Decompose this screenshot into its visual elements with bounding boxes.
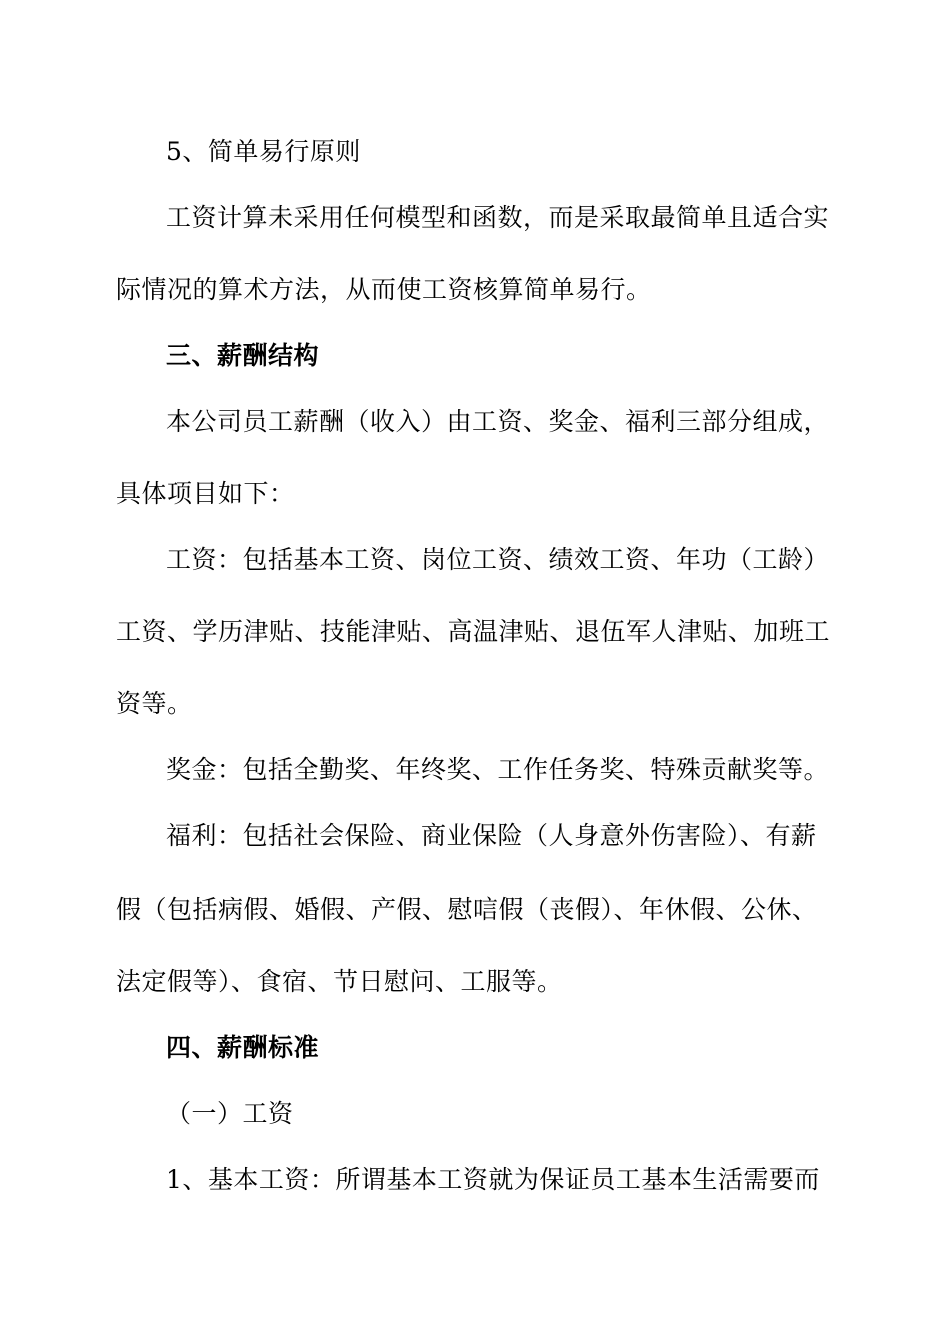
section-heading-salary-standard: 四、薪酬标准 (166, 1033, 320, 1062)
paragraph-line: 福利：包括社会保险、商业保险（人身意外伤害险）、有薪 (166, 821, 817, 850)
paragraph-line: 奖金：包括全勤奖、年终奖、工作任务奖、特殊贡献奖等。 (166, 755, 830, 784)
paragraph-line: 具体项目如下： (116, 479, 295, 508)
paragraph-line: 际情况的算术方法，从而使工资核算简单易行。 (116, 275, 652, 304)
paragraph-line: 本公司员工薪酬（收入）由工资、奖金、福利三部分组成， (166, 407, 830, 436)
paragraph-line: 资等。 (116, 689, 193, 718)
paragraph-line: 工资：包括基本工资、岗位工资、绩效工资、年功（工龄） (166, 545, 830, 574)
paragraph-line: 假（包括病假、婚假、产假、慰唁假（丧假）、年休假、公休、 (116, 895, 818, 924)
section-heading-salary-structure: 三、薪酬结构 (166, 341, 320, 370)
paragraph-line: 1、基本工资：所谓基本工资就为保证员工基本生活需要而 (166, 1165, 820, 1194)
paragraph-line: 法定假等）、食宿、节日慰问、工服等。 (116, 967, 563, 996)
principle-5-heading: 5、简单易行原则 (166, 137, 361, 166)
paragraph-line: 工资计算未采用任何模型和函数，而是采取最简单且适合实 (166, 203, 830, 232)
subsection-heading-wages: （一）工资 (166, 1099, 294, 1128)
paragraph-line: 工资、学历津贴、技能津贴、高温津贴、退伍军人津贴、加班工 (116, 617, 831, 646)
